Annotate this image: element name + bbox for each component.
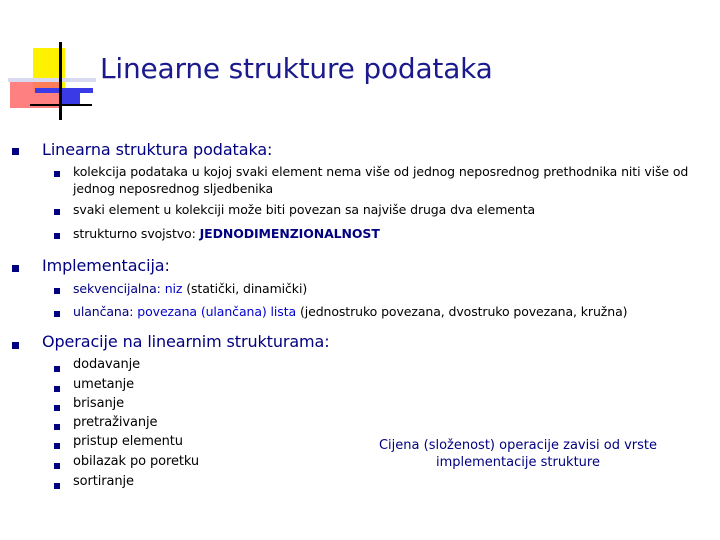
slide-logo [0, 0, 100, 120]
operation-item: brisanje [73, 396, 124, 411]
bullet-icon [54, 171, 60, 177]
section-heading-linear: Linearna struktura podataka: [42, 140, 273, 159]
complexity-note-line-1: Cijena (složenost) operacije zavisi od vrste [378, 438, 657, 453]
section-heading-implementation: Implementacija: [42, 256, 170, 275]
bullet-icon [54, 424, 60, 430]
sequential-implementation [73, 280, 307, 298]
linked-implementation [73, 303, 627, 321]
bullet-icon [54, 233, 60, 239]
slide-title: Linearne strukture podataka [100, 52, 493, 85]
bullet-icon [54, 311, 60, 317]
logo-light-bar [8, 78, 96, 82]
sequential-label: sekvencijalna: [73, 281, 161, 296]
operation-item: dodavanje [73, 357, 141, 372]
bullet-icon [54, 366, 60, 372]
logo-vertical-line [59, 42, 62, 120]
structural-property [73, 225, 380, 243]
definition-line-2: jednog neposrednog sljedbenika [73, 181, 274, 196]
bullet-icon [54, 386, 60, 392]
definition-line-1: kolekcija podataka u kojoj svaki element nema više od jednog neposrednog prethodnika niti više od [73, 164, 689, 179]
bullet-icon [54, 405, 60, 411]
bullet-icon [54, 288, 60, 294]
linked-term: povezana (ulančana) lista [137, 304, 297, 319]
bullet-icon [12, 148, 19, 155]
bullet-icon [54, 463, 60, 469]
structural-property-value: JEDNODIMENZIONALNOST [199, 226, 380, 241]
operation-item: obilazak po poretku [73, 454, 200, 469]
operation-item: pristup elementu [73, 434, 183, 449]
operation-item: sortiranje [73, 474, 134, 489]
operation-item: umetanje [73, 377, 135, 392]
complexity-note-line-2: implementacije strukture [436, 455, 600, 470]
linked-label: ulančana: [73, 304, 134, 319]
linked-detail: (jednostruko povezana, dvostruko povezana, kružna) [299, 304, 628, 319]
operation-item: pretraživanje [73, 415, 158, 430]
sequential-detail: (statički, dinamički) [186, 281, 308, 296]
structural-property-label: strukturno svojstvo: [73, 226, 196, 241]
bullet-icon [12, 265, 19, 272]
logo-blue-block [62, 88, 80, 104]
connection-rule: svaki element u kolekciji može biti povezan sa najviše druga dva elementa [73, 202, 536, 217]
complexity-note [360, 437, 676, 471]
bullet-icon [54, 209, 60, 215]
bullet-icon [54, 483, 60, 489]
sequential-term: niz [164, 281, 183, 296]
section-heading-operations: Operacije na linearnim strukturama: [42, 332, 330, 351]
bullet-icon [54, 443, 60, 449]
bullet-icon [12, 342, 19, 349]
